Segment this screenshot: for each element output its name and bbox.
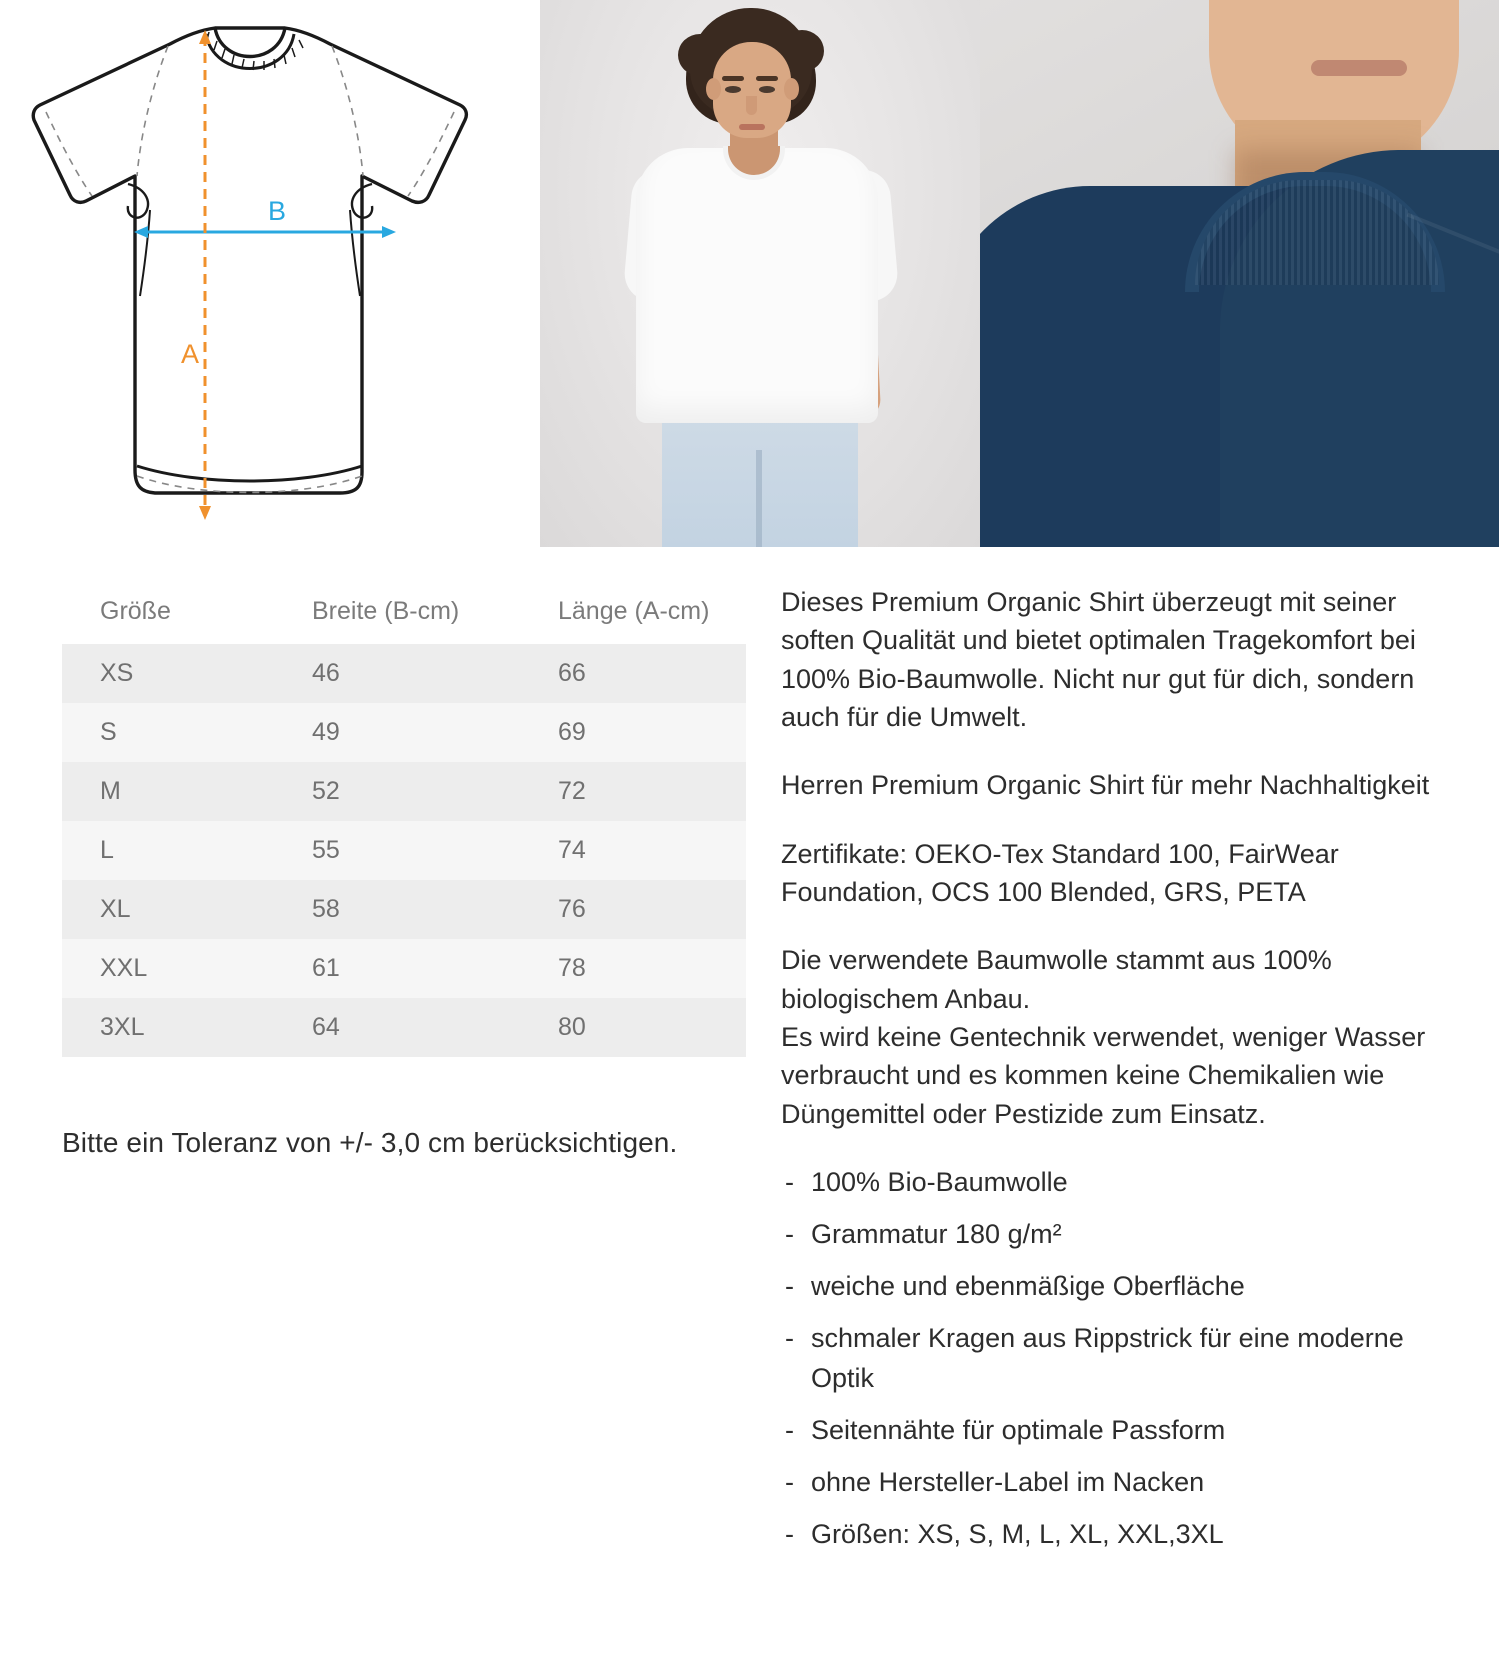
cell-size: S [62, 703, 274, 762]
list-item: - schmaler Kragen aus Rippstrick für eine moderne Optik [781, 1319, 1439, 1397]
cell-size: L [62, 821, 274, 880]
cell-width: 61 [274, 939, 520, 998]
model-nose [746, 96, 757, 115]
cell-length: 76 [520, 880, 746, 939]
cell-size: M [62, 762, 274, 821]
table-row [62, 644, 746, 703]
table-header-row [62, 579, 746, 644]
detail-lips [1311, 60, 1407, 76]
collar-detail-photo [980, 0, 1499, 547]
model-eye-right [759, 86, 775, 93]
description-subtitle: Herren Premium Organic Shirt für mehr Nachhaltigkeit [781, 770, 1430, 801]
model-ear-right [784, 78, 799, 100]
table-row [62, 998, 746, 1057]
table-row [62, 880, 746, 939]
table-row [62, 939, 746, 998]
description-cotton-line1: Die verwendete Baumwolle stammt aus 100% biologischem Anbau. [781, 945, 1332, 1014]
list-item: - weiche und ebenmäßige Oberfläche [781, 1267, 1439, 1306]
model-photo [540, 0, 980, 547]
cell-length: 72 [520, 762, 746, 821]
list-item: - ohne Hersteller-Label im Nacken [781, 1463, 1439, 1502]
size-table [62, 579, 746, 1057]
cell-width: 52 [274, 762, 520, 821]
column-header-width: Breite (B-cm) [274, 579, 520, 644]
cell-size: XS [62, 644, 274, 703]
product-image-strip [0, 0, 1499, 547]
model-eye-left [725, 86, 741, 93]
cell-width: 49 [274, 703, 520, 762]
width-label: B [267, 196, 287, 226]
column-header-length: Länge (A-cm) [520, 579, 746, 644]
model-ear-left [706, 78, 721, 100]
description-intro: Dieses Premium Organic Shirt überzeugt mit seiner soften Qualität und bietet optimalen Tragekomfort bei 100% Bio-Baumwolle. Nicht nur gut für dich, sondern auch für die Umwelt. [781, 587, 1416, 732]
cell-width: 55 [274, 821, 520, 880]
cell-width: 64 [274, 998, 520, 1057]
size-chart-column [0, 547, 745, 1567]
tshirt-technical-drawing-icon [0, 0, 540, 547]
technical-drawing-panel [0, 0, 540, 547]
cell-size: XXL [62, 939, 274, 998]
cell-length: 66 [520, 644, 746, 703]
table-row [62, 762, 746, 821]
model-jeans [662, 404, 858, 547]
list-item: - 100% Bio-Baumwolle [781, 1163, 1439, 1202]
column-header-size: Größe [62, 579, 274, 644]
model-eyebrow-left [722, 76, 744, 81]
cell-width: 46 [274, 644, 520, 703]
length-label: A [180, 339, 200, 369]
model-mouth [739, 124, 765, 130]
description-certificates: Zertifikate: OEKO-Tex Standard 100, FairWear Foundation, OCS 100 Blended, GRS, PETA [781, 838, 1339, 907]
description-cotton-line2: Es wird keine Gentechnik verwendet, weniger Wasser verbraucht und es kommen keine Chemikalien wie Düngemittel oder Pestizide zum Einsatz. [781, 1021, 1426, 1129]
description-column [745, 547, 1499, 1567]
tolerance-note: Bitte ein Toleranz von +/- 3,0 cm berücksichtigen. [62, 1127, 678, 1158]
cell-size: 3XL [62, 998, 274, 1057]
cell-length: 69 [520, 703, 746, 762]
model-white-shirt [636, 148, 878, 423]
model-eyebrow-right [756, 76, 778, 81]
cell-length: 74 [520, 821, 746, 880]
list-item: - Seitennähte für optimale Passform [781, 1411, 1439, 1450]
list-item: - Größen: XS, S, M, L, XL, XXL,3XL [781, 1515, 1439, 1554]
cell-length: 78 [520, 939, 746, 998]
feature-list [781, 1163, 1439, 1554]
cell-width: 58 [274, 880, 520, 939]
table-row [62, 821, 746, 880]
cell-length: 80 [520, 998, 746, 1057]
table-row [62, 703, 746, 762]
product-content [0, 547, 1499, 1567]
list-item: - Grammatur 180 g/m² [781, 1215, 1439, 1254]
cell-size: XL [62, 880, 274, 939]
